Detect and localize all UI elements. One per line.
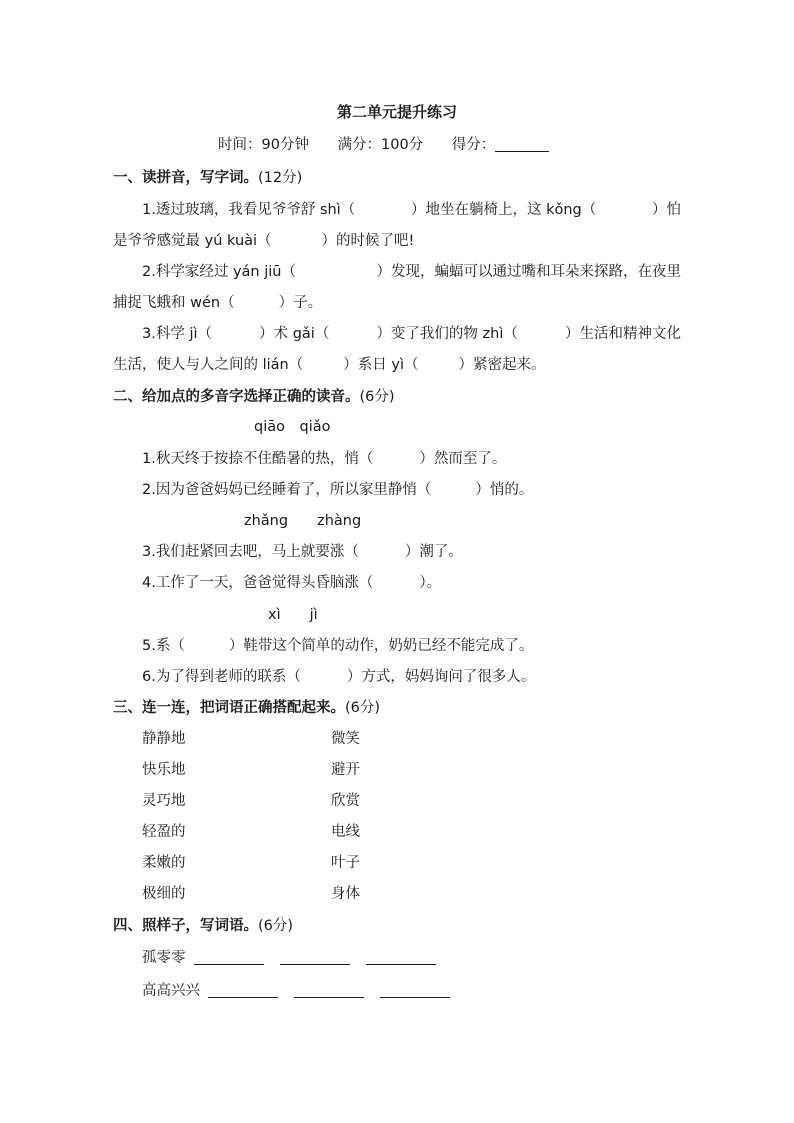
s1-q3-text-e: 生活，使人与人之间的 lián（ [113,357,304,373]
exam-meta [218,133,549,154]
s1-q3-line2 [113,353,681,374]
section-3-title: 三、连一连，把词语正确搭配起来。 [113,700,345,716]
s2-q5-text-a: 5.系（ [142,638,185,654]
s2-q6-text-b: ）方式，妈妈询问了很多人。 [346,669,536,685]
s1-q2-text-c: 捕捉飞蛾和 wén（ [113,295,235,311]
section-2-points: (6分) [359,389,395,405]
pinyin-options-3: xì jì [268,607,318,623]
match-right-item[interactable]: 避开 [331,762,360,778]
pinyin-options-2: zhǎng zhàng [244,513,362,529]
match-left-item[interactable]: 柔嫩的 [142,855,186,871]
s1-q1-line2 [113,229,681,250]
s2-q1-text-b: ）然而至了。 [419,451,507,467]
s2-q6-text-a: 6.为了得到老师的联系（ [142,669,301,685]
s1-q3-text-c: ）变了我们的物 zhì（ [376,326,518,342]
answer-blank[interactable] [280,950,350,965]
s1-q2-line1 [113,260,681,281]
s1-q1-text-c: ）怕 [652,202,681,218]
answer-blank[interactable] [380,983,450,998]
section-4-points: (6分) [258,918,294,934]
s1-q1-text-a: 1.透过玻璃，我看见爷爷舒 shì（ [142,202,356,218]
match-right-item[interactable]: 欣赏 [331,793,360,809]
s1-q2-text-d: ）子。 [278,295,323,311]
match-left-item[interactable]: 极细的 [142,886,186,902]
section-4-title: 四、照样子，写词语。 [113,918,258,934]
s2-q6 [142,665,535,686]
answer-blank[interactable] [366,950,436,965]
section-1-points: (12分) [258,170,303,186]
s1-q3-text-b: ）术 gǎi（ [259,326,330,342]
s2-q5 [142,634,533,655]
section-1-title: 一、读拼音，写字词。 [113,170,258,186]
section-4-heading [113,914,293,935]
s2-q3-text-b: ）潮了。 [404,544,463,560]
section-3-points: (6分) [345,700,381,716]
time-label: 时间：90分钟 [218,137,309,153]
match-left-item[interactable]: 灵巧地 [142,793,186,809]
answer-blank[interactable] [294,983,364,998]
s4-row-1 [142,946,446,967]
s1-q1-line1 [113,198,681,219]
section-2-title: 二、给加点的多音字选择正确的读音。 [113,389,360,405]
match-left-item[interactable]: 轻盈的 [142,824,186,840]
s2-q1-text-a: 1.秋天终于按捺不住酷暑的热，悄（ [142,451,374,467]
s2-q3 [142,540,463,561]
answer-blank[interactable] [208,983,278,998]
s2-q1 [142,447,506,468]
match-left-item[interactable]: 静静地 [142,731,186,747]
s4-example-2: 高高兴兴 [142,983,200,999]
s2-q2-text-a: 2.因为爸爸妈妈已经睡着了，所以家里静悄（ [142,482,432,498]
s1-q1-text-d: 是爷爷感觉最 yú kuài（ [113,233,272,249]
s1-q3-text-d: ）生活和精神文化 [564,326,681,342]
s1-q3-text-f: ）系日 yì（ [343,357,419,373]
s1-q3-text-g: ）紧密起来。 [458,357,546,373]
s2-q2-text-b: ）悄的。 [475,482,534,498]
answer-blank[interactable] [194,950,264,965]
match-right-item[interactable]: 微笑 [331,731,360,747]
match-left-item[interactable]: 快乐地 [142,762,186,778]
s2-q2 [142,478,533,499]
s1-q2-text-b: ）发现，蝙蝠可以通过嘴和耳朵来探路，在夜里 [376,264,681,280]
s1-q1-text-b: ）地坐在躺椅上，这 kǒng（ [410,202,597,218]
s1-q3-text-a: 3.科学 jì（ [142,326,213,342]
section-2-heading [113,385,395,406]
s1-q2-line2 [113,291,681,312]
score-blank[interactable] [495,137,549,152]
section-1-heading [113,166,302,187]
s2-q4-text-a: 4.工作了一天，爸爸觉得头昏脑涨（ [142,575,374,591]
full-score-label: 满分：100分 [337,137,424,153]
match-right-item[interactable]: 叶子 [331,855,360,871]
pinyin-options-1: qiāo qiǎo [254,419,331,435]
s1-q1-text-e: ）的时候了吧! [321,233,415,249]
s2-q4 [142,571,441,592]
s2-q4-text-b: ）。 [419,575,442,591]
score-label: 得分： [451,137,496,153]
page-title: 第二单元提升练习 [336,103,457,121]
match-right-item[interactable]: 电线 [331,824,360,840]
s2-q3-text-a: 3.我们赶紧回去吧，马上就要涨（ [142,544,359,560]
s2-q5-text-b: ）鞋带这个简单的动作，奶奶已经不能完成了。 [228,638,534,654]
s1-q2-text-a: 2.科学家经过 yán jiū（ [142,264,296,280]
s1-q3-line1 [113,322,681,343]
s4-example-1: 孤零零 [142,950,186,966]
section-3-heading [113,696,380,717]
match-right-item[interactable]: 身体 [331,886,360,902]
s4-row-2 [142,979,460,1000]
